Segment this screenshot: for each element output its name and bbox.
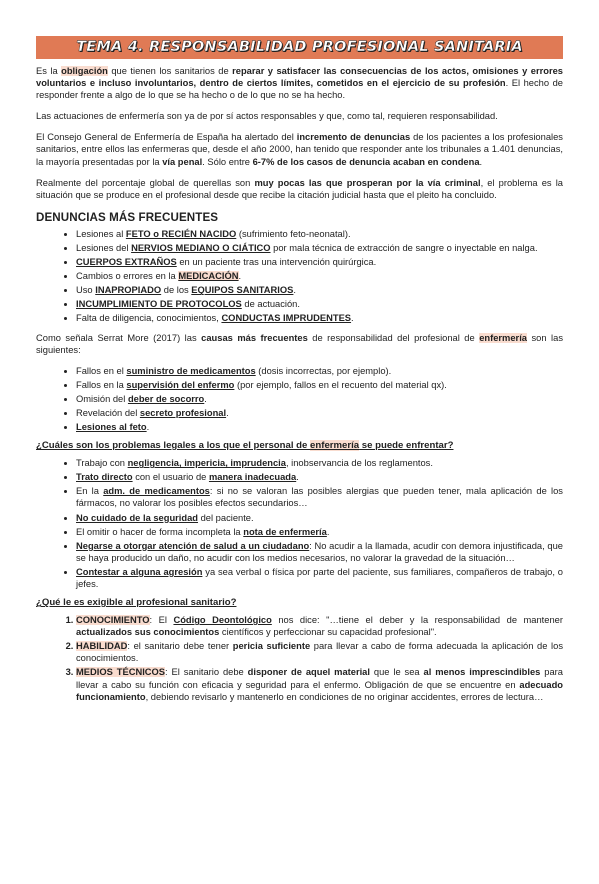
bold-run: muy pocas las que prosperan por la vía criminal	[254, 177, 481, 188]
text-run: por mala técnica de extracción de sangre o inyectable en nalga.	[270, 242, 538, 253]
text-run: .	[146, 422, 150, 433]
document-page	[0, 36, 599, 884]
text-run: de responsabilidad del profesional de	[307, 332, 480, 343]
text-run: Fallos en el	[76, 365, 127, 376]
title-banner	[36, 36, 563, 59]
text-run: Omisión del	[76, 393, 128, 404]
text-run: Realmente del porcentaje global de querellas son	[36, 177, 255, 188]
causas-paragraph	[36, 332, 563, 356]
underlined-term: negligencia, impericia, imprudencia	[127, 458, 286, 469]
text-run: En la	[76, 486, 104, 497]
underlined-term: secreto profesional	[139, 407, 227, 418]
text-run: .	[351, 313, 354, 324]
page-title: TEMA 4. RESPONSABILIDAD PROFESIONAL SANITARIA	[76, 39, 523, 55]
list-item	[76, 256, 563, 268]
text-run: . El hecho de responder frente a algo de lo que se ha hecho o de lo que no se ha hecho.	[36, 78, 563, 101]
text-run: (por ejemplo, fallos en el recuento del material qx).	[234, 379, 447, 390]
text-run: El omitir o hacer de forma incompleta la	[76, 526, 244, 537]
list-item	[76, 270, 563, 282]
text-run: se puede enfrentar?	[359, 440, 454, 452]
text-run: con el usuario de	[132, 472, 209, 483]
item-label: MEDIOS TÉCNICOS	[76, 667, 166, 678]
list-item	[76, 640, 563, 664]
text-run: Cambios o errores en la	[76, 271, 179, 282]
bold-run: pericia suficiente	[232, 641, 311, 652]
text-run: Revelación del	[76, 407, 140, 418]
text-run: .	[479, 156, 483, 167]
text-run: .	[238, 271, 242, 282]
text-run: El Consejo General de Enfermería de España ha alertado del	[36, 132, 297, 143]
list-item	[76, 540, 563, 564]
underlined-term: FETO o RECIÉN NACIDO	[125, 228, 237, 239]
text-run: para llevar a cabo su función con eficacia y seguridad para el enfermo. Obligación de que se encuentre en	[76, 667, 563, 690]
text-run: en un paciente tras una intervención quirúrgica.	[176, 257, 377, 268]
underlined-term: CONDUCTAS IMPRUDENTES	[221, 313, 352, 324]
underlined-term: Contestar a alguna agresión	[76, 566, 203, 577]
text-run: (dosis incorrectas, por ejemplo).	[255, 365, 392, 376]
underlined-term: Negarse a otorgar atención de salud a un ciudadano	[76, 540, 310, 551]
text-run: Como señala Serrat More (2017) las	[36, 332, 202, 343]
list-item	[76, 485, 563, 509]
text-run: Fallos en la	[76, 379, 127, 390]
text-run: . Sólo entre	[202, 156, 253, 167]
definition-bold: reparar y satisfacer las consecuencias de los actos, omisiones y errores voluntarios e incluso involuntarios, dentro de ciertos límites, cometidos en el ejercicio de su profesión	[36, 66, 563, 89]
intro-paragraph-1	[36, 65, 563, 101]
text-run: Trabajo con	[76, 458, 128, 469]
list-item	[76, 614, 563, 638]
text-run: son las siguientes:	[36, 332, 564, 355]
list-item	[76, 526, 563, 538]
underlined-term: Código Deontológico	[173, 615, 272, 626]
underlined-term: deber de socorro	[127, 393, 205, 404]
text-run: .	[204, 393, 207, 404]
text-run: : El	[149, 615, 174, 626]
underlined-term: CUERPOS EXTRAÑOS	[76, 257, 177, 268]
text-run: .	[296, 472, 299, 483]
underlined-term: Lesiones al feto	[76, 422, 147, 433]
bold-run: incremento de denuncias	[296, 132, 411, 143]
section-heading-exigible	[36, 597, 563, 608]
underlined-term: EQUIPOS SANITARIOS	[191, 285, 294, 296]
text-run: .	[226, 407, 229, 418]
bold-run: al menos imprescindibles	[423, 667, 541, 678]
problemas-list	[36, 457, 563, 590]
item-label: CONOCIMIENTO	[76, 615, 150, 626]
list-item	[76, 298, 563, 310]
denuncias-list	[36, 228, 563, 325]
intro-paragraph-2: Las actuaciones de enfermería son ya de por sí actos responsables y que, como tal, requieren responsabilidad.	[36, 111, 498, 122]
list-item	[76, 666, 563, 702]
text-run: Lesiones al	[76, 228, 126, 239]
text-run: para llevar a cabo de forma adecuada la aplicación de los conocimientos.	[76, 641, 563, 664]
text-run: ¿Cuáles son los problemas legales a los que el personal de	[36, 440, 311, 452]
list-item	[76, 566, 563, 590]
section-heading-problemas	[36, 440, 563, 451]
bold-run: adecuado funcionamiento	[76, 679, 563, 702]
text-run: (sufrimiento feto-neonatal).	[236, 228, 351, 239]
underlined-term: suministro de medicamentos	[126, 365, 256, 376]
text-run: : No acudir a la llamada, acudir con demora injustificada, que se haya producido un daño, no acudir con los medios necesarios, no valorar la gravedad de la situación…	[76, 540, 563, 563]
underlined-term: Trato directo	[76, 472, 133, 483]
list-item	[76, 365, 563, 377]
text-run: que le sea	[369, 667, 424, 678]
text-run: que tienen los sanitarios de	[107, 66, 233, 76]
list-item	[76, 228, 563, 240]
highlighted-term: MEDICACIÓN	[178, 271, 239, 282]
text-run: del paciente.	[198, 512, 254, 523]
underlined-term: INAPROPIADO	[95, 285, 162, 296]
text-run: científicos y perfeccionar su capacidad profesional".	[219, 627, 437, 638]
underlined-term: adm. de medicamentos	[103, 486, 210, 497]
bold-run: causas más frecuentes	[201, 332, 308, 343]
text-run: : el sanitario debe tener	[127, 641, 233, 652]
underlined-term: nota de enfermería	[243, 526, 327, 537]
list-item	[76, 242, 563, 254]
list-item	[76, 284, 563, 296]
bold-run: vía penal	[162, 156, 203, 167]
list-item	[76, 379, 563, 391]
underlined-term: supervisión del enfermo	[126, 379, 235, 390]
list-item	[76, 512, 563, 524]
text-run: Es la	[36, 66, 62, 76]
text-run: de los	[161, 285, 192, 296]
bold-run: actualizados sus conocimientos	[76, 627, 220, 638]
text-run: de los pacientes a los profesionales sanitarios, entre ellos las enfermeras que, desde el año 2000, han tenido que responder ante los tribunales a 1.401 denuncias, la mayoría presentadas por la	[36, 132, 563, 167]
text-run: , el problema es la situación que se produce en el profesional desde que recibe la citación judicial hasta que el pleito ha concluido.	[36, 177, 563, 200]
intro-paragraph-4	[36, 177, 563, 201]
text-run: : si no se valoran las posibles alergias que pueden tener, mala aplicación de los fármacos, no valorar los posibles efectos secundarios…	[76, 486, 563, 509]
text-run: .	[326, 526, 330, 537]
text-run: .	[293, 285, 297, 296]
underlined-term: INCUMPLIMIENTO DE PROTOCOLOS	[76, 299, 242, 310]
text-run: Lesiones del	[76, 242, 132, 253]
text-run: Falta de diligencia, conocimientos,	[76, 313, 222, 324]
exigible-list	[36, 614, 563, 703]
list-item	[76, 393, 563, 405]
highlight-obligacion: obligación	[61, 66, 108, 76]
intro-paragraph-3	[36, 131, 563, 167]
list-item	[76, 471, 563, 483]
text-run: ya sea verbal o física por parte del paciente, sus familiares, compañeros de trabajo, o jefes.	[76, 566, 564, 589]
text-run: nos dice: "…tiene el deber y la responsabilidad de mantener	[271, 615, 563, 626]
text-run: , inobservancia de los reglamentos.	[285, 458, 433, 469]
highlight-enfermeria: enfermería	[310, 440, 360, 452]
underlined-term: NERVIOS MEDIANO O CIÁTICO	[131, 242, 271, 253]
list-item	[76, 407, 563, 419]
list-item	[76, 312, 563, 324]
text-run: , debiendo revisarlo y mantenerlo en condiciones de no originar accidentes, errores de lectura…	[145, 691, 544, 702]
text-run: : El sanitario debe	[165, 667, 248, 678]
text-run: de actuación.	[241, 299, 300, 310]
underlined-term: manera inadecuada	[208, 472, 297, 483]
list-item	[76, 421, 563, 433]
text-run: Uso	[76, 285, 96, 296]
underlined-term: No cuidado de la seguridad	[76, 512, 199, 523]
text-run: ¿Qué le es exigible al profesional sanitario?	[36, 597, 237, 609]
highlight-enfermeria: enfermería	[479, 332, 527, 343]
list-item	[76, 457, 563, 469]
bold-run: 6-7% de los casos de denuncia acaban en condena	[252, 156, 480, 167]
item-label: HABILIDAD	[76, 641, 128, 652]
causas-list	[36, 365, 563, 433]
section-heading-denuncias: DENUNCIAS MÁS FRECUENTES	[36, 210, 219, 224]
bold-run: disponer de aquel material	[247, 667, 370, 678]
